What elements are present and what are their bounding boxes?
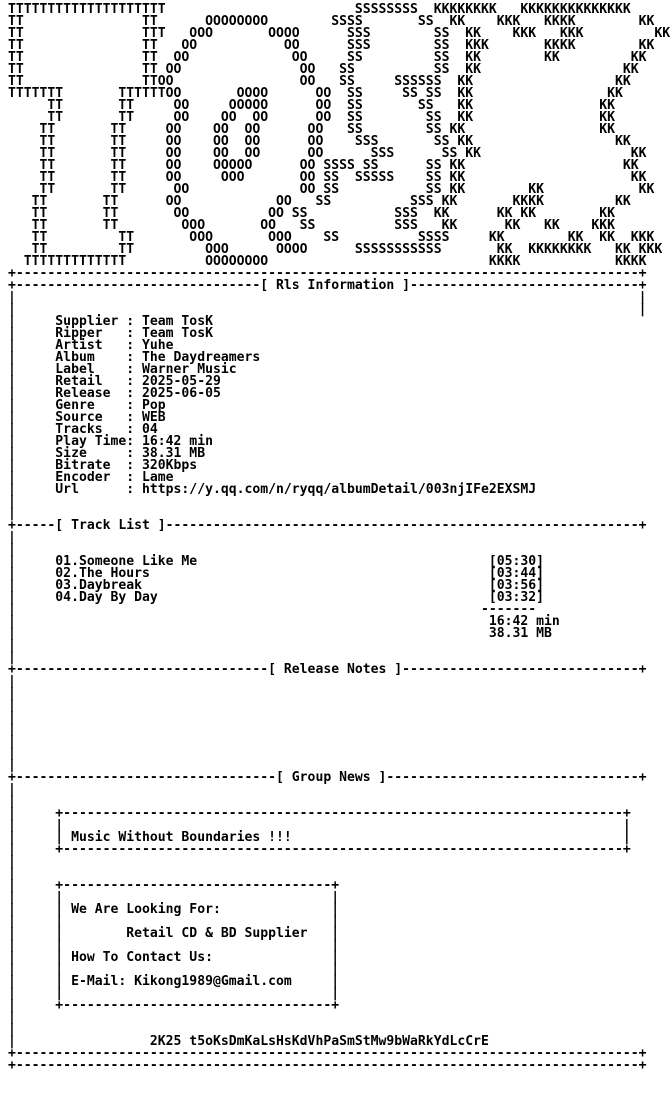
nfo-line: | Album : The Daydreamers — [8, 350, 261, 365]
nfo-line: | — [8, 1010, 16, 1025]
nfo-line: TT TT OOO OOO SS SSSS KK KK KK KKK — [8, 230, 655, 245]
nfo-line: | Tracks : 04 — [8, 422, 158, 437]
nfo-line: TT TT OOO OO SS SSS KK KK KK KKK — [8, 218, 615, 233]
nfo-line: | | Retail CD & BD Supplier | — [8, 926, 340, 941]
nfo-line: | +-----------------------------------------------------------------------+ — [8, 806, 631, 821]
nfo-line: | 02.The Hours [03:44] — [8, 566, 545, 581]
nfo-line: | Retail : 2025-05-29 — [8, 374, 221, 389]
nfo-line: +---------------------------------[ Group News ]--------------------------------+ — [8, 770, 647, 785]
nfo-line: | Play Time: 16:42 min — [8, 434, 213, 449]
nfo-line: | — [8, 746, 16, 761]
nfo-line: | 01.Someone Like Me [05:30] — [8, 554, 545, 569]
nfo-line: | Artist : Yuhe — [8, 338, 174, 353]
nfo-text-document — [8, 4, 670, 1072]
nfo-line: | — [8, 650, 16, 665]
nfo-line: | | | — [8, 986, 340, 1001]
nfo-line: | 03.Daybreak [03:56] — [8, 578, 545, 593]
nfo-line: TTTTTTT TTTTTTOO OOOO OO SS SS SS KK KK — [8, 86, 623, 101]
nfo-line: | ------- — [8, 602, 537, 617]
nfo-line: | | — [8, 290, 647, 305]
nfo-line: | — [8, 638, 16, 653]
nfo-line: TT TT OO OO OO OO SS SS KK KK — [8, 122, 615, 137]
nfo-line: | — [8, 794, 16, 809]
nfo-line: +-------------------------------------------------------------------------------+ — [8, 266, 647, 281]
nfo-line: | Source : WEB — [8, 410, 166, 425]
nfo-line: TT TT OO OO OO OO SS SS KK KK — [8, 110, 615, 125]
nfo-line: | Ripper : Team TosK — [8, 326, 213, 341]
nfo-line: TT TT OO OO SSS SS KKK KKKK KK — [8, 38, 655, 53]
nfo-line: | | We Are Looking For: | — [8, 902, 340, 917]
nfo-line: +-------------------------------------------------------------------------------+ — [8, 1058, 647, 1073]
nfo-line: | — [8, 758, 16, 773]
nfo-line: +--------------------------------[ Release Notes ]------------------------------+ — [8, 662, 647, 677]
nfo-line: | Encoder : Lame — [8, 470, 174, 485]
nfo-line: | — [8, 674, 16, 689]
nfo-line: | | | — [8, 818, 631, 833]
nfo-line: | — [8, 734, 16, 749]
nfo-line: TT TT OO OO OO OO SSS SS KK KK — [8, 134, 631, 149]
nfo-line: | 04.Day By Day [03:32] — [8, 590, 545, 605]
nfo-line: | 16:42 min — [8, 614, 560, 629]
nfo-line: | | | — [8, 938, 340, 953]
nfo-line: TT TT OO OOOOO OO SSSS SS SS KK KK — [8, 158, 639, 173]
nfo-line: | — [8, 1022, 16, 1037]
nfo-line: | — [8, 686, 16, 701]
nfo-line: TT TT OO OO SS SS KK KK KK — [8, 182, 655, 197]
nfo-line: TTTTTTTTTTTTTTTTTTTT SSSSSSSS KKKKKKKK KKKKKKKKKKKKKK — [8, 2, 631, 17]
nfo-line: TT TT OOO OOOO SSSSSSSSSSS KK KKKKKKKK KK KKK — [8, 242, 663, 257]
nfo-line: | | E-Mail: Kikong1989@Gmail.com | — [8, 974, 340, 989]
nfo-line: | — [8, 710, 16, 725]
nfo-line: TTTTTTTTTTTTT OOOOOOOO KKKK KKKK — [8, 254, 647, 269]
nfo-line: | Release : 2025-06-05 — [8, 386, 221, 401]
nfo-line: | +-----------------------------------------------------------------------+ — [8, 842, 631, 857]
nfo-line: | 38.31 MB — [8, 626, 552, 641]
nfo-line: | Label : Warner Music — [8, 362, 237, 377]
nfo-line: TT TT OO OOO OO SS SSSSS SS KK KK — [8, 170, 647, 185]
nfo-line: | | How To Contact Us: | — [8, 950, 340, 965]
nfo-line: +-------------------------------[ Rls Information ]-----------------------------+ — [8, 278, 647, 293]
nfo-line: | | — [8, 302, 647, 317]
nfo-line: TT TTT OOO OOOO SSS SS KK KKK KKK KK — [8, 26, 671, 41]
nfo-line: TT TT OO OO SS SS KK KK — [8, 62, 639, 77]
nfo-line: | — [8, 698, 16, 713]
nfo-line: | Genre : Pop — [8, 398, 166, 413]
nfo-line: +-------------------------------------------------------------------------------+ — [8, 1046, 647, 1061]
nfo-line: | | | — [8, 914, 340, 929]
nfo-line: | Url : https://y.qq.com/n/ryqq/albumDetail/003njIFe2EXSMJ — [8, 482, 537, 497]
nfo-line: | — [8, 542, 16, 557]
nfo-line: | Size : 38.31 MB — [8, 446, 206, 461]
nfo-line: | — [8, 530, 16, 545]
nfo-line: TT TT OO OOOOO OO SS SS KK KK — [8, 98, 615, 113]
nfo-line: | — [8, 722, 16, 737]
nfo-line: TT TT OO OO SS SS KK KK KK — [8, 50, 647, 65]
nfo-line: | — [8, 506, 16, 521]
nfo-line: TT TT OO OO OO OO SSS SS KK KK — [8, 146, 647, 161]
nfo-line: | 2K25 t5oKsDmKaLsHsKdVhPaSmStMw9bWaRkYdLcCrE — [8, 1034, 489, 1049]
nfo-line: | Supplier : Team TosK — [8, 314, 213, 329]
nfo-line: TT TT OOOOOOOO SSSS SS KK KKK KKKK KK — [8, 14, 655, 29]
nfo-line: | | | — [8, 962, 340, 977]
nfo-line: | Bitrate : 320Kbps — [8, 458, 198, 473]
nfo-line: | — [8, 854, 16, 869]
nfo-line: TT TT OO OO SS SSS KK KKKK KK — [8, 194, 631, 209]
nfo-line: TT TTOO OO SS SSSSSS KK KK — [8, 74, 631, 89]
nfo-line: TT TT OO OO SS SSS KK KK KK KK — [8, 206, 615, 221]
nfo-line: | — [8, 782, 16, 797]
nfo-line: | | | — [8, 890, 340, 905]
nfo-line: | +----------------------------------+ — [8, 998, 340, 1013]
nfo-line: | — [8, 866, 16, 881]
nfo-line: +-----[ Track List ]------------------------------------------------------------+ — [8, 518, 647, 533]
nfo-line: | | Music Without Boundaries !!! | — [8, 830, 631, 845]
nfo-line: | +----------------------------------+ — [8, 878, 340, 893]
nfo-line: | — [8, 494, 16, 509]
